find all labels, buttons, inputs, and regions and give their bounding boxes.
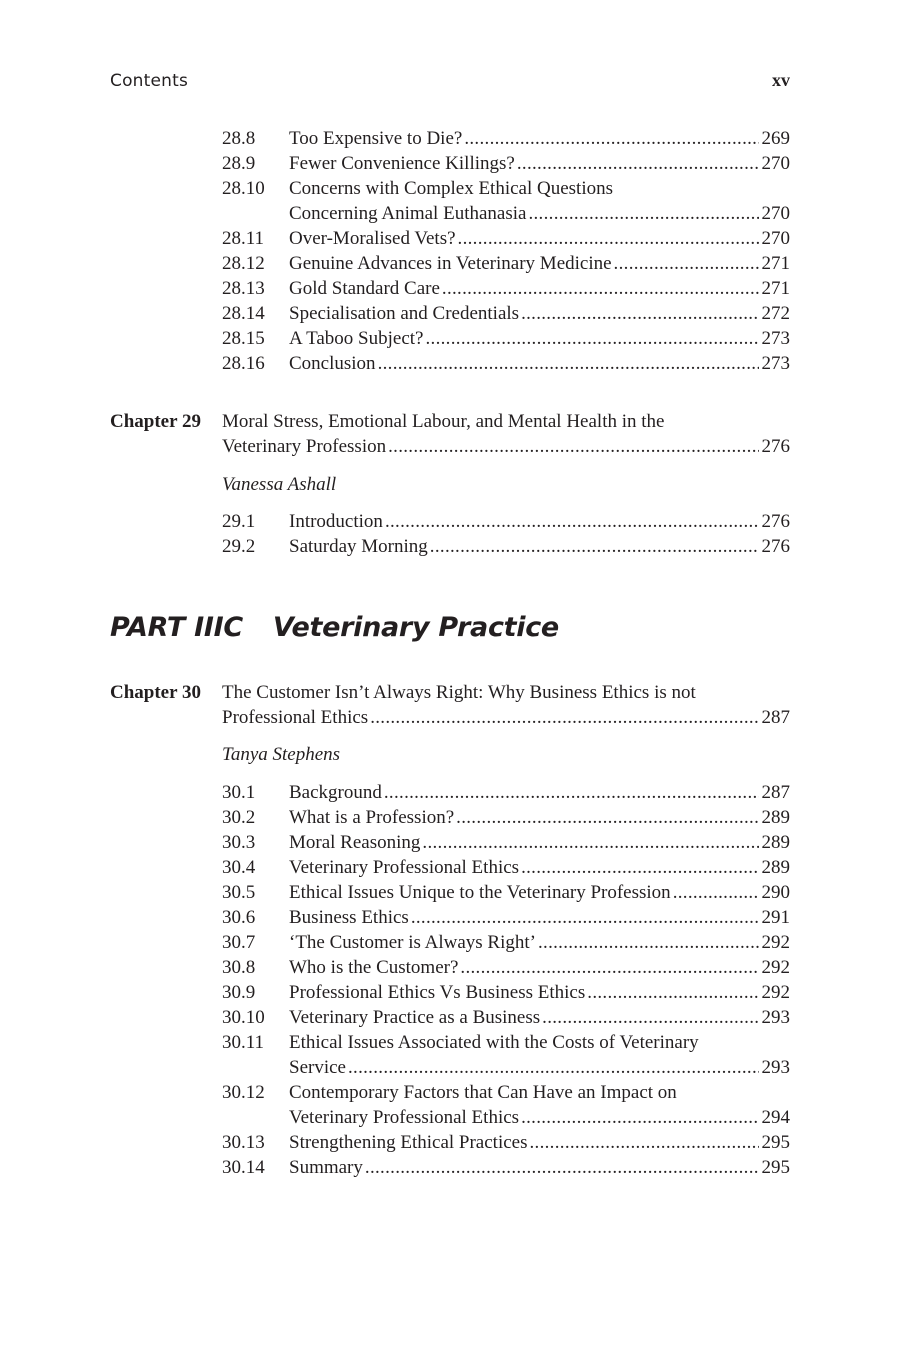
section-number: 30.10	[222, 1007, 265, 1028]
page-ref: 269	[761, 128, 790, 149]
dot-leader	[385, 509, 759, 534]
section-number: 30.9	[222, 982, 256, 1003]
section-title: Over-Moralised Vets?	[289, 228, 456, 249]
section-title: What is a Profession?	[289, 807, 455, 828]
chapter-29	[0, 409, 900, 459]
dot-leader	[384, 780, 759, 805]
section-title: Ethical Issues Unique to the Veterinary Profession	[289, 882, 671, 903]
chapter-30-entries	[0, 780, 900, 1180]
page-ref: 276	[761, 436, 790, 457]
section-number: 28.13	[222, 278, 265, 299]
page-ref: 271	[761, 253, 790, 274]
section-title: Introduction	[289, 511, 383, 532]
section-number: 28.10	[222, 178, 265, 199]
page-ref: 293	[761, 1007, 790, 1028]
toc-entry-continuation[interactable]	[0, 1105, 900, 1130]
chapter-label: Chapter 29	[110, 411, 201, 432]
toc-entry-continuation[interactable]	[0, 201, 900, 226]
section-title: Moral Reasoning	[289, 832, 421, 853]
section-title: Gold Standard Care	[289, 278, 440, 299]
page-ref: 271	[761, 278, 790, 299]
dot-leader	[388, 434, 758, 459]
part-title: Veterinary Practice	[272, 612, 559, 643]
section-number: 28.12	[222, 253, 265, 274]
section-title: Veterinary Professional Ethics	[289, 857, 520, 878]
toc-entry[interactable]	[0, 126, 900, 151]
section-title: Veterinary Professional Ethics	[289, 1107, 520, 1128]
section-number: 30.14	[222, 1157, 265, 1178]
section-title: Summary	[289, 1157, 363, 1178]
section-number: 28.16	[222, 353, 265, 374]
section-title: Veterinary Practice as a Business	[289, 1007, 541, 1028]
section-title: Genuine Advances in Veterinary Medicine	[289, 253, 612, 274]
section-number: 30.2	[222, 807, 256, 828]
dot-leader	[370, 705, 758, 730]
dot-leader	[458, 226, 759, 251]
chapter-title-line: The Customer Isn’t Always Right: Why Business Ethics is not	[222, 682, 696, 703]
toc-entry[interactable]	[0, 980, 900, 1005]
toc-entry[interactable]	[0, 176, 900, 201]
dot-leader	[521, 301, 758, 326]
section-number: 30.5	[222, 882, 256, 903]
section-title: Who is the Customer?	[289, 957, 459, 978]
page-ref: 289	[761, 857, 790, 878]
toc-entry[interactable]	[0, 830, 900, 855]
dot-leader	[456, 805, 758, 830]
chapter-title-line: Moral Stress, Emotional Labour, and Mental Health in the	[222, 411, 665, 432]
toc-entry[interactable]	[0, 1005, 900, 1030]
page-ref: 289	[761, 807, 790, 828]
section-title: Conclusion	[289, 353, 376, 374]
toc-entry[interactable]	[0, 251, 900, 276]
section-number: 28.9	[222, 153, 256, 174]
dot-leader	[521, 1105, 758, 1130]
dot-leader	[430, 534, 759, 559]
toc-entry[interactable]	[0, 226, 900, 251]
section-number: 30.1	[222, 782, 256, 803]
page-ref: 293	[761, 1057, 790, 1078]
dot-leader	[422, 830, 758, 855]
page-ref: 270	[761, 203, 790, 224]
section-number: 30.11	[222, 1032, 265, 1053]
page-ref: 295	[761, 1132, 790, 1153]
page-ref: 273	[761, 353, 790, 374]
toc-entry[interactable]	[0, 955, 900, 980]
page-ref: 295	[761, 1157, 790, 1178]
section-title-line: Contemporary Factors that Can Have an Impact on	[289, 1082, 677, 1103]
page-ref: 292	[761, 957, 790, 978]
dot-leader	[614, 251, 759, 276]
page-ref: 291	[761, 907, 790, 928]
toc-entry[interactable]	[0, 509, 900, 534]
section-number: 29.1	[222, 511, 256, 532]
toc-entry[interactable]	[0, 1080, 900, 1105]
section-number: 30.4	[222, 857, 256, 878]
page-ref: 292	[761, 982, 790, 1003]
section-number: 30.6	[222, 907, 256, 928]
running-head-title: Contents	[110, 71, 189, 91]
chapter-entry[interactable]	[0, 409, 900, 434]
section-number: 28.14	[222, 303, 265, 324]
toc-entry[interactable]	[0, 1155, 900, 1180]
page-number: xv	[772, 70, 790, 90]
dot-leader	[517, 151, 759, 176]
chapter-entry-continuation[interactable]	[0, 434, 900, 459]
dot-leader	[365, 1155, 759, 1180]
chapter-29-entries	[0, 509, 900, 559]
dot-leader	[460, 955, 758, 980]
section-number: 28.15	[222, 328, 265, 349]
toc-entry[interactable]	[0, 326, 900, 351]
section-title: Business Ethics	[289, 907, 409, 928]
section-number: 30.8	[222, 957, 256, 978]
toc-entry[interactable]	[0, 780, 900, 805]
dot-leader	[587, 980, 758, 1005]
section-title: Service	[289, 1057, 346, 1078]
dot-leader	[425, 326, 758, 351]
page-ref: 273	[761, 328, 790, 349]
section-title: Fewer Convenience Killings?	[289, 153, 515, 174]
section-number: 30.3	[222, 832, 256, 853]
toc-entry[interactable]	[0, 151, 900, 176]
page-ref: 292	[761, 932, 790, 953]
chapter-author: Vanessa Ashall	[222, 474, 337, 495]
dot-leader	[529, 1130, 758, 1155]
section-number: 28.11	[222, 228, 265, 249]
toc-entry[interactable]	[0, 351, 900, 376]
running-head	[110, 70, 790, 94]
dot-leader	[528, 201, 758, 226]
section-title: Background	[289, 782, 382, 803]
toc-entry[interactable]	[0, 1030, 900, 1055]
section-title: Specialisation and Credentials	[289, 303, 520, 324]
page-ref: 270	[761, 228, 790, 249]
page-ref: 276	[761, 511, 790, 532]
section-number: 30.13	[222, 1132, 265, 1153]
section-number: 30.7	[222, 932, 256, 953]
dot-leader	[442, 276, 759, 301]
section-number: 30.12	[222, 1082, 265, 1103]
toc-entry[interactable]	[0, 1130, 900, 1155]
page-ref: 289	[761, 832, 790, 853]
dot-leader	[464, 126, 758, 151]
section-title: Concerning Animal Euthanasia	[289, 203, 527, 224]
page-ref: 287	[761, 707, 790, 728]
chapter-entry[interactable]	[0, 680, 900, 705]
page-ref: 270	[761, 153, 790, 174]
dot-leader	[521, 855, 758, 880]
chapter-30	[0, 680, 900, 730]
toc-entry[interactable]	[0, 930, 900, 955]
page-ref: 272	[761, 303, 790, 324]
page-ref: 287	[761, 782, 790, 803]
dot-leader	[542, 1005, 758, 1030]
section-title: ‘The Customer is Always Right’	[289, 932, 536, 953]
dot-leader	[348, 1055, 759, 1080]
section-number: 28.8	[222, 128, 256, 149]
toc-entry[interactable]	[0, 805, 900, 830]
part-heading	[110, 612, 559, 643]
section-title: Too Expensive to Die?	[289, 128, 463, 149]
toc-entry[interactable]	[0, 534, 900, 559]
dot-leader	[538, 930, 759, 955]
toc-entry-continuation[interactable]	[0, 1055, 900, 1080]
part-label: PART IIIC	[110, 612, 243, 643]
section-number: 29.2	[222, 536, 256, 557]
section-title: Saturday Morning	[289, 536, 428, 557]
chapter-title: Veterinary Profession	[222, 436, 387, 457]
toc-entry[interactable]	[0, 880, 900, 905]
section-title-line: Ethical Issues Associated with the Costs of Veterinary	[289, 1032, 699, 1053]
chapter-entry-continuation[interactable]	[0, 705, 900, 730]
section-title-line: Concerns with Complex Ethical Questions	[289, 178, 614, 199]
page-ref: 294	[761, 1107, 790, 1128]
toc-entry[interactable]	[0, 301, 900, 326]
section-title: A Taboo Subject?	[289, 328, 424, 349]
toc-entry[interactable]	[0, 855, 900, 880]
dot-leader	[673, 880, 759, 905]
toc-entry[interactable]	[0, 276, 900, 301]
page-ref: 276	[761, 536, 790, 557]
dot-leader	[378, 351, 759, 376]
page-ref: 290	[761, 882, 790, 903]
dot-leader	[411, 905, 759, 930]
section-title: Strengthening Ethical Practices	[289, 1132, 528, 1153]
chapter-label: Chapter 30	[110, 682, 201, 703]
chapter-author: Tanya Stephens	[222, 744, 341, 765]
chapter-28-entries	[0, 126, 900, 376]
chapter-title: Professional Ethics	[222, 707, 369, 728]
toc-entry[interactable]	[0, 905, 900, 930]
section-title: Professional Ethics Vs Business Ethics	[289, 982, 586, 1003]
